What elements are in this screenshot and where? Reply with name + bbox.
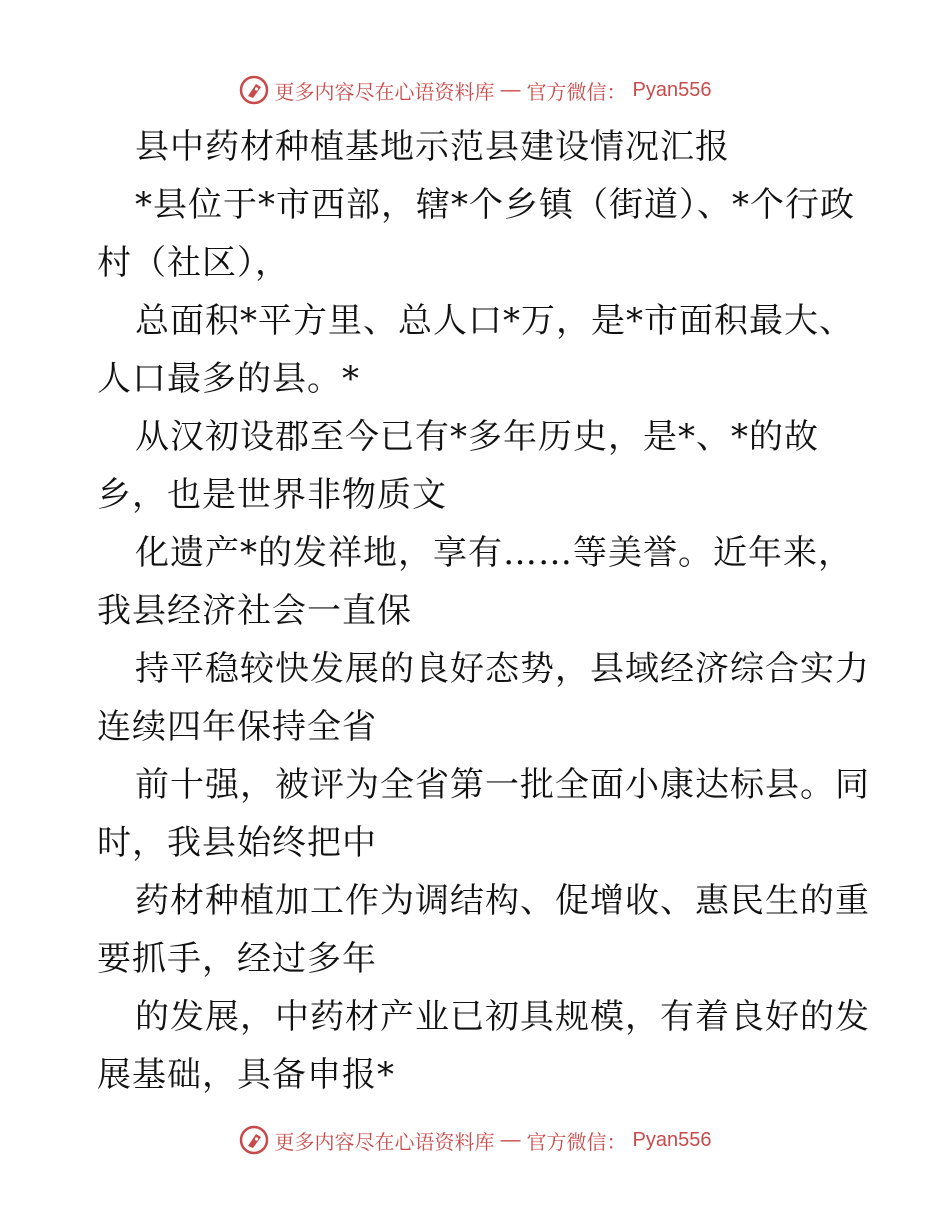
watermark-dash: — <box>500 1128 521 1151</box>
header-watermark <box>0 70 950 110</box>
footer-watermark <box>0 1120 950 1160</box>
document-body <box>97 118 870 1104</box>
watermark-main-text: 更多内容尽在心语资料库 <box>274 1129 495 1154</box>
watermark-wechat-id: Pyan556 <box>632 78 712 101</box>
paragraph-line: 的发展，中药材产业已初具规模，有着良好的发 <box>135 997 870 1037</box>
paragraph-line: 人口最多的县。* <box>97 359 360 399</box>
paragraph-line: 时，我县始终把中 <box>97 823 377 863</box>
paragraph-line: 我县经济社会一直保 <box>97 591 412 631</box>
paragraph-line: 村（社区）， <box>97 243 290 283</box>
paragraph-line: 展基础，具备申报* <box>97 1055 395 1095</box>
paragraph-line: 连续四年保持全省 <box>97 707 377 747</box>
document-title: 县中药材种植基地示范县建设情况汇报 <box>135 127 730 167</box>
watermark-wechat-label: 官方微信： <box>526 1129 627 1154</box>
paragraph-line: 从汉初设郡至今已有*多年历史，是*、*的故 <box>135 417 819 457</box>
paragraph-line: 药材种植加工作为调结构、促增收、惠民生的重 <box>135 881 870 921</box>
paragraph-line: 总面积*平方里、总人口*万，是*市面积最大、 <box>135 301 854 341</box>
paragraph-line: 持平稳较快发展的良好态势，县域经济综合实力 <box>135 649 870 689</box>
pen-nib-logo-icon <box>239 1125 269 1155</box>
paragraph-line: 乡，也是世界非物质文 <box>97 475 447 515</box>
watermark-main-text: 更多内容尽在心语资料库 <box>274 79 495 104</box>
paragraph-line: 化遗产*的发祥地，享有……等美誉。近年来， <box>135 533 853 573</box>
paragraph-line: *县位于*市西部，辖*个乡镇（街道）、*个行政 <box>135 185 855 225</box>
watermark-wechat-id: Pyan556 <box>632 1128 712 1151</box>
paragraph-line: 要抓手，经过多年 <box>97 939 377 979</box>
watermark-dash: — <box>500 78 521 101</box>
paragraph-line: 前十强，被评为全省第一批全面小康达标县。同 <box>135 765 870 805</box>
pen-nib-logo-icon <box>239 75 269 105</box>
watermark-wechat-label: 官方微信： <box>526 79 627 104</box>
